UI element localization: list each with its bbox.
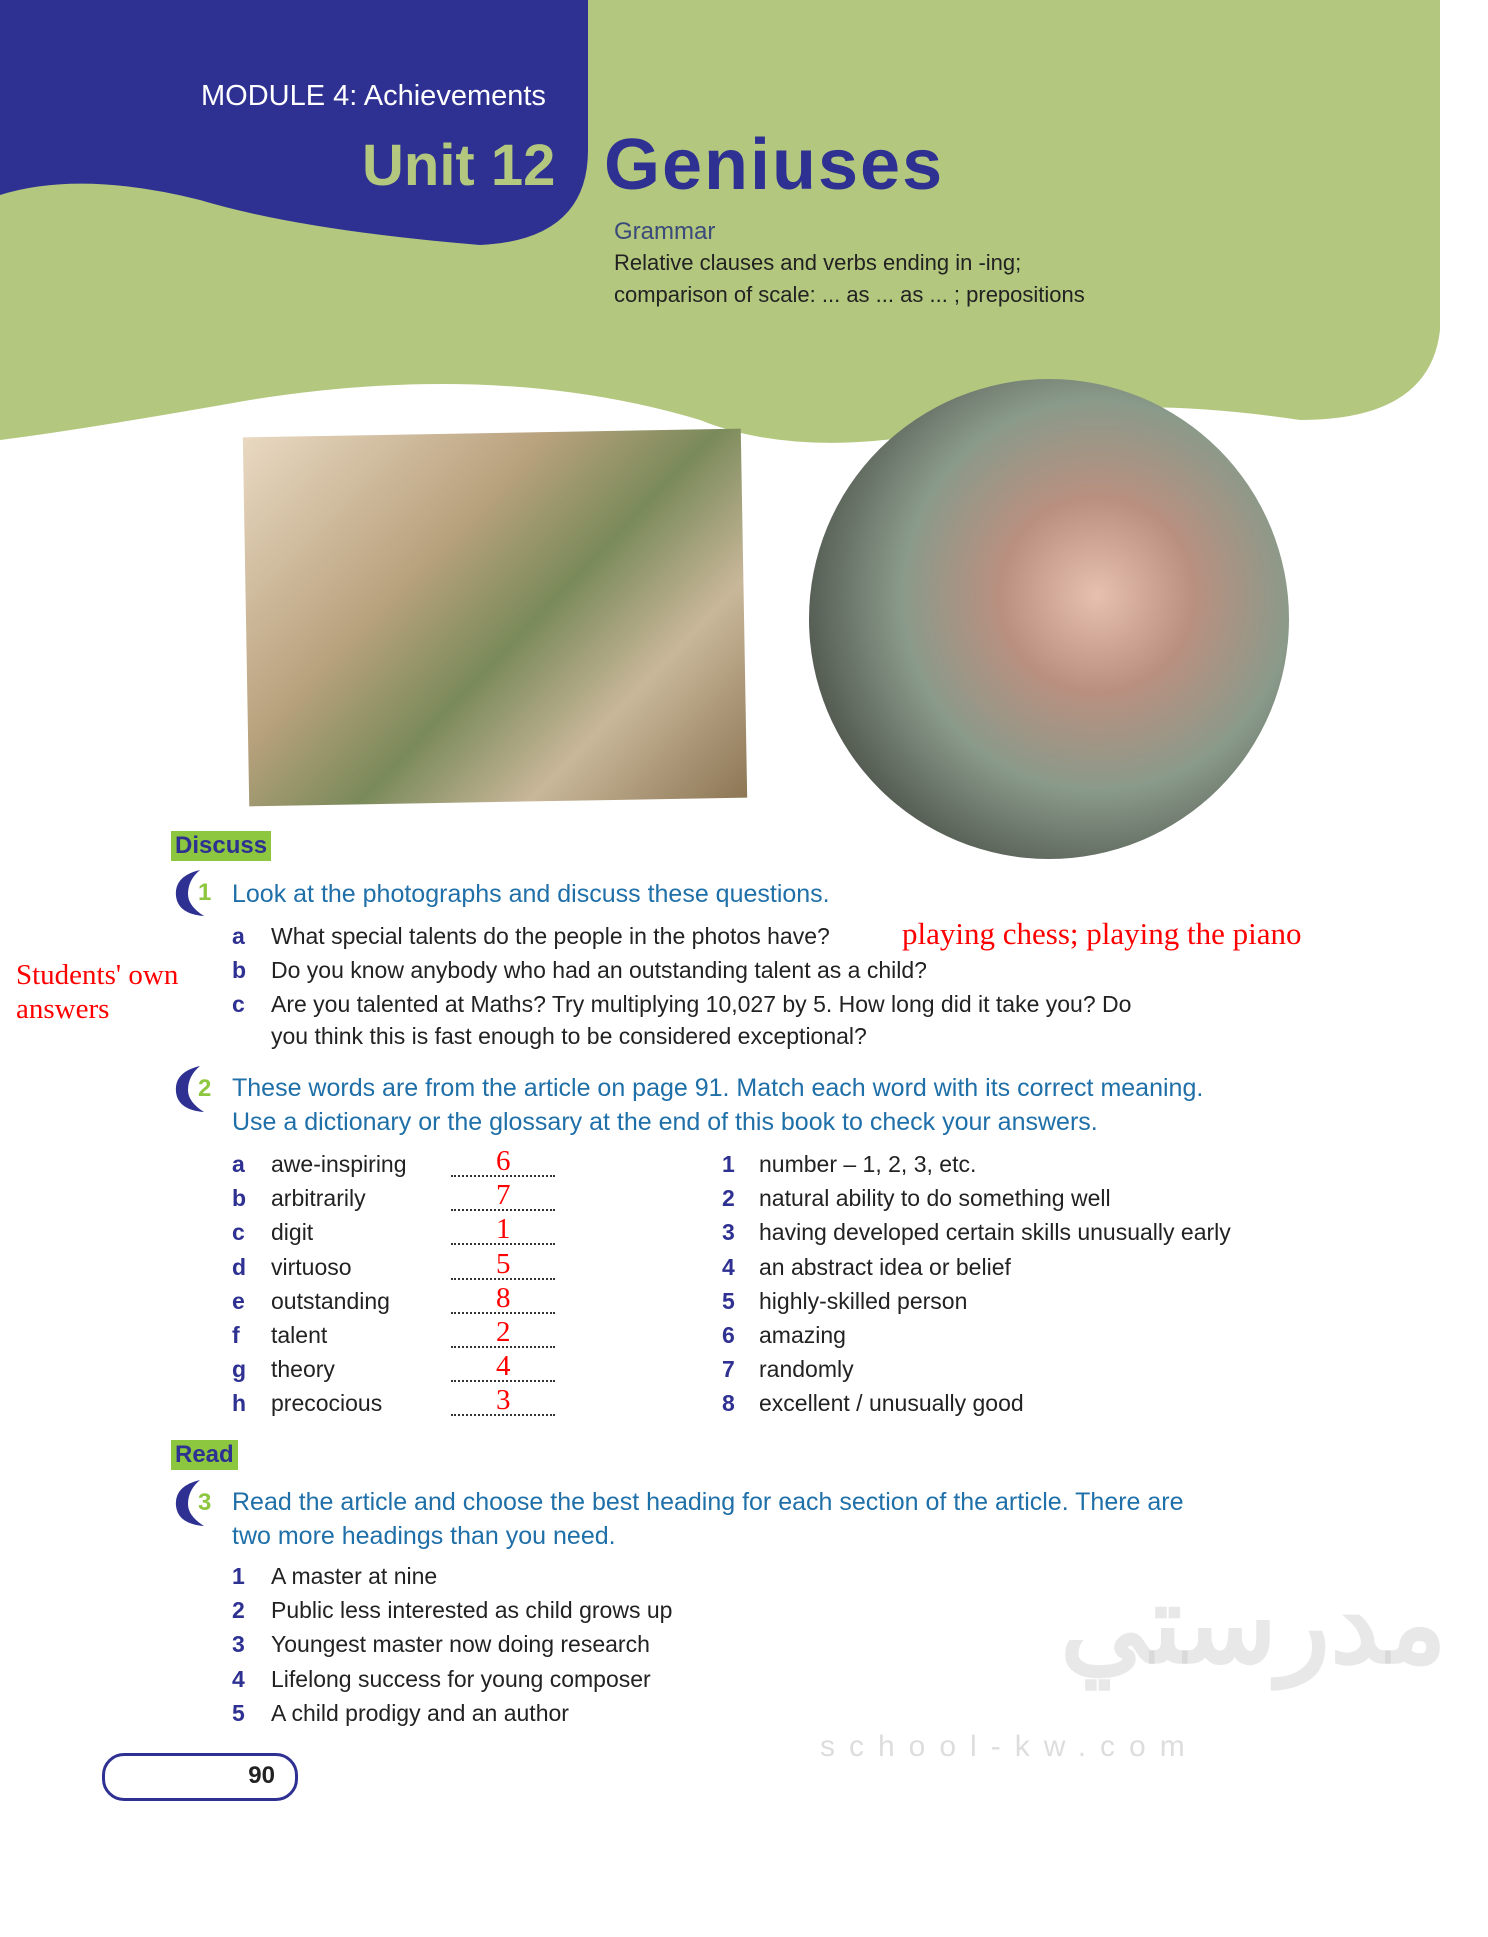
heading-text: A child prodigy and an author xyxy=(271,1699,569,1726)
piano-photo xyxy=(809,379,1289,859)
discuss-tag: Discuss xyxy=(171,831,271,861)
answer-text: 7 xyxy=(496,1179,511,1212)
exercise-number-icon xyxy=(170,1062,214,1114)
word: digit xyxy=(271,1219,314,1246)
meaning-text: randomly xyxy=(759,1356,854,1383)
heading-number: 2 xyxy=(232,1597,245,1624)
meaning-number: 4 xyxy=(722,1253,735,1280)
word-letter: c xyxy=(232,1219,245,1246)
meaning-text: highly-skilled person xyxy=(759,1287,968,1314)
heading-number: 3 xyxy=(232,1631,245,1658)
exercise-2-instruction: Use a dictionary or the glossary at the end of this book to check your answers. xyxy=(232,1108,1098,1136)
question-text: Are you talented at Maths? Try multiplying 10,027 by 5. How long did it take you? Do xyxy=(271,991,1132,1017)
meaning-text: having developed certain skills unusually early xyxy=(759,1219,1231,1246)
heading-text: Public less interested as child grows up xyxy=(271,1597,673,1624)
exercise-number-icon xyxy=(170,1476,214,1528)
word-letter: f xyxy=(232,1322,240,1348)
grammar-line: comparison of scale: ... as ... as ... ; prepositions xyxy=(614,282,1085,307)
meaning-text: natural ability to do something well xyxy=(759,1185,1111,1212)
meaning-number: 5 xyxy=(722,1287,735,1314)
module-label: MODULE 4: Achievements xyxy=(201,80,546,112)
word-letter: a xyxy=(232,1151,245,1177)
exercise-3-instruction: two more headings than you need. xyxy=(232,1522,616,1550)
grammar-label: Grammar xyxy=(614,218,716,245)
answer-text: 6 xyxy=(496,1145,511,1177)
answer-text: 2 xyxy=(496,1316,511,1348)
meaning-number: 3 xyxy=(722,1219,735,1246)
answer-text: Students' own answers xyxy=(16,959,179,1025)
answer-text: 4 xyxy=(496,1350,511,1383)
question-text: you think this is fast enough to be considered exceptional? xyxy=(271,1023,867,1049)
question-text: Do you know anybody who had an outstanding talent as a child? xyxy=(271,957,927,983)
answer-text: 8 xyxy=(496,1281,511,1314)
exercise-2-instruction: These words are from the article on page 91. Match each word with its correct meaning. xyxy=(232,1074,1204,1102)
word-letter: e xyxy=(232,1287,245,1314)
watermark-url: school-kw.com xyxy=(820,1730,1199,1763)
exercise-3-instruction: Read the article and choose the best heading for each section of the article. There are xyxy=(232,1488,1184,1516)
word-letter: d xyxy=(232,1253,247,1280)
heading-number: 5 xyxy=(232,1699,245,1726)
word: virtuoso xyxy=(271,1253,352,1280)
answer-text: 1 xyxy=(496,1213,511,1246)
heading-number: 4 xyxy=(232,1665,245,1692)
word-letter: h xyxy=(232,1390,247,1417)
word-letter: b xyxy=(232,1185,247,1212)
meaning-text: amazing xyxy=(759,1322,846,1348)
answer-text: playing chess; playing the piano xyxy=(902,916,1302,951)
meaning-text: an abstract idea or belief xyxy=(759,1253,1011,1280)
question-letter: a xyxy=(232,923,245,949)
meaning-number: 6 xyxy=(722,1322,735,1348)
meaning-number: 1 xyxy=(722,1151,735,1177)
heading-text: A master at nine xyxy=(271,1563,438,1589)
word-letter: g xyxy=(232,1356,247,1383)
meaning-text: number – 1, 2, 3, etc. xyxy=(759,1151,977,1177)
read-tag: Read xyxy=(171,1440,238,1470)
answer-text: 3 xyxy=(496,1384,511,1417)
question-text: What special talents do the people in the photos have? xyxy=(271,923,830,949)
word: talent xyxy=(271,1322,328,1348)
heading-number: 1 xyxy=(232,1563,245,1589)
page-number-box xyxy=(102,1753,298,1801)
word: outstanding xyxy=(271,1287,390,1314)
svg-text:1: 1 xyxy=(198,879,212,906)
meaning-text: excellent / unusually good xyxy=(759,1390,1024,1417)
word: precocious xyxy=(271,1390,383,1417)
heading-text: Youngest master now doing research xyxy=(271,1631,650,1658)
heading-text: Lifelong success for young composer xyxy=(271,1665,651,1692)
watermark: مدرستي xyxy=(1060,1563,1447,1686)
question-letter: c xyxy=(232,991,245,1017)
exercise-number-icon xyxy=(170,866,214,918)
page-title: Geniuses xyxy=(604,125,945,205)
word: awe-inspiring xyxy=(271,1151,407,1177)
word: theory xyxy=(271,1356,335,1383)
meaning-number: 8 xyxy=(722,1390,735,1417)
svg-text:3: 3 xyxy=(198,1489,212,1516)
chess-photo xyxy=(243,429,747,807)
question-letter: b xyxy=(232,957,247,983)
answer-text: 5 xyxy=(496,1247,511,1280)
svg-text:2: 2 xyxy=(198,1075,212,1102)
grammar-line: Relative clauses and verbs ending in -ing; xyxy=(614,250,1022,275)
page-number: 90 xyxy=(248,1762,275,1789)
meaning-number: 2 xyxy=(722,1185,735,1212)
exercise-1-instruction: Look at the photographs and discuss these questions. xyxy=(232,880,830,908)
meaning-number: 7 xyxy=(722,1356,735,1383)
word: arbitrarily xyxy=(271,1185,366,1212)
unit-number: Unit 12 xyxy=(362,133,556,198)
